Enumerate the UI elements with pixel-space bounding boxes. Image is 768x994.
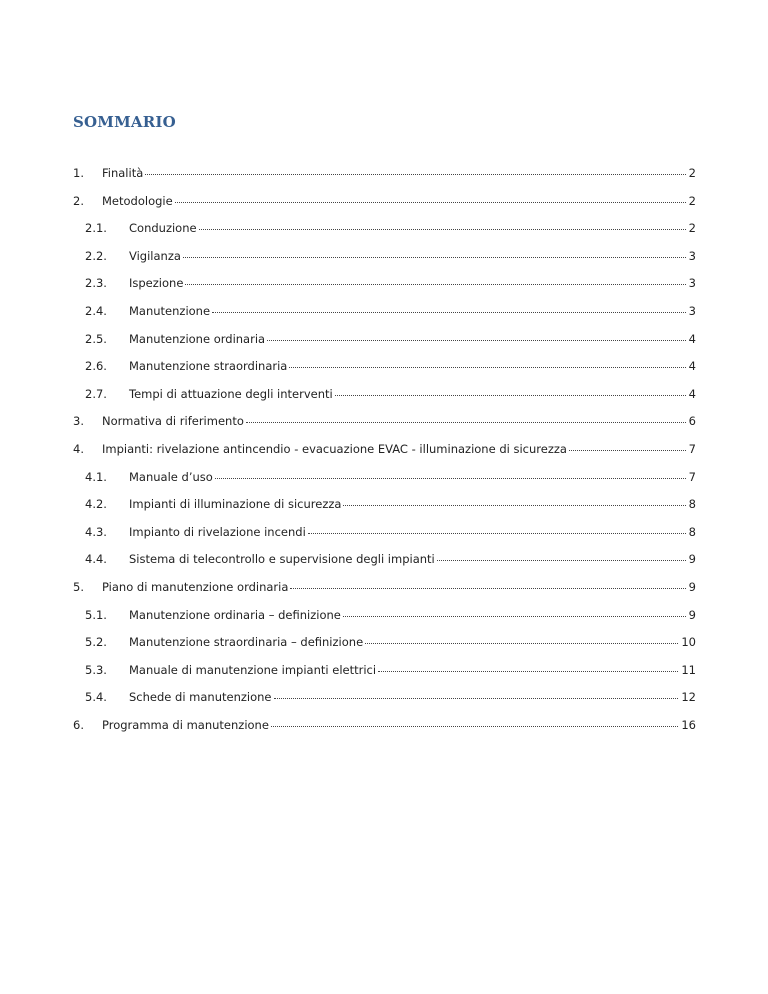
toc-entry[interactable] <box>85 330 696 346</box>
toc-entry[interactable] <box>85 302 696 318</box>
toc-entry-page-number: 3 <box>688 276 696 290</box>
toc-entry-title: Normativa di riferimento <box>102 414 244 428</box>
toc-entry-title: Manuale d’uso <box>129 470 213 484</box>
toc-entry[interactable] <box>85 523 696 539</box>
toc-dot-leader <box>308 521 686 534</box>
toc-entry-number: 6. <box>73 718 84 732</box>
toc-dot-leader <box>569 438 686 451</box>
toc-dot-leader <box>290 576 685 589</box>
toc-entry-number: 5.4. <box>85 690 107 704</box>
toc-entry-page-number: 2 <box>688 221 696 235</box>
toc-entry[interactable] <box>73 164 696 180</box>
toc-dot-leader <box>267 328 686 341</box>
toc-entry[interactable] <box>85 357 696 373</box>
toc-dot-leader <box>145 162 685 175</box>
toc-entry-title: Finalità <box>102 166 144 180</box>
toc-entry-title: Manuale di manutenzione impianti elettrici <box>129 663 377 677</box>
toc-entry-number: 5.3. <box>85 663 107 677</box>
toc-entry-page-number: 9 <box>688 552 696 566</box>
toc-entry-page-number: 16 <box>681 718 696 732</box>
toc-dot-leader <box>289 355 685 368</box>
toc-entry-title: Vigilanza <box>129 249 181 263</box>
toc-entry-page-number: 8 <box>688 525 696 539</box>
toc-entry-number: 2.5. <box>85 332 107 346</box>
toc-entry-title: Manutenzione straordinaria – definizione <box>129 635 364 649</box>
toc-entry-number: 1. <box>73 166 84 180</box>
toc-entry[interactable] <box>85 550 696 566</box>
toc-entry-title: Ispezione <box>129 276 184 290</box>
toc-entry-number: 3. <box>73 414 84 428</box>
toc-entry[interactable] <box>85 606 696 622</box>
toc-entry-title: Programma di manutenzione <box>102 718 269 732</box>
toc-entry[interactable] <box>85 688 696 704</box>
toc-entry-page-number: 2 <box>688 166 696 180</box>
toc-entry-page-number: 2 <box>688 194 696 208</box>
toc-entry[interactable] <box>73 412 696 428</box>
toc-entry[interactable] <box>85 247 696 263</box>
toc-entry-page-number: 3 <box>688 249 696 263</box>
toc-entry-title: Manutenzione straordinaria <box>129 359 288 373</box>
toc-entry[interactable] <box>85 495 696 511</box>
toc-entry-title: Impianti di illuminazione di sicurezza <box>129 497 342 511</box>
toc-entry-number: 2.3. <box>85 276 107 290</box>
toc-entry-number: 2.7. <box>85 387 107 401</box>
toc-dot-leader <box>271 714 678 727</box>
toc-entry-number: 2.6. <box>85 359 107 373</box>
toc-entry[interactable] <box>85 385 696 401</box>
toc-dot-leader <box>365 631 678 644</box>
toc-dot-leader <box>246 410 686 423</box>
toc-dot-leader <box>437 548 686 561</box>
toc-entry-title: Impianto di rivelazione incendi <box>129 525 306 539</box>
toc-entry-page-number: 7 <box>688 442 696 456</box>
toc-entry[interactable] <box>73 440 696 456</box>
toc-entry-number: 4.2. <box>85 497 107 511</box>
toc-entry-page-number: 6 <box>688 414 696 428</box>
toc-dot-leader <box>215 466 686 479</box>
toc-entry-number: 5.1. <box>85 608 107 622</box>
toc-entry-number: 4.4. <box>85 552 107 566</box>
toc-entry[interactable] <box>85 468 696 484</box>
toc-entry-number: 4. <box>73 442 84 456</box>
toc-entry-number: 2. <box>73 194 84 208</box>
toc-entry-title: Impianti: rivelazione antincendio - evacuazione EVAC - illuminazione di sicurezza <box>102 442 567 456</box>
toc-entry-page-number: 3 <box>688 304 696 318</box>
toc-entry-number: 2.2. <box>85 249 107 263</box>
toc-entry-page-number: 11 <box>681 663 696 677</box>
toc-entry-number: 5. <box>73 580 84 594</box>
toc-dot-leader <box>378 659 678 672</box>
toc-dot-leader <box>274 686 679 699</box>
toc-entry[interactable] <box>73 716 696 732</box>
toc-entry-title: Manutenzione ordinaria – definizione <box>129 608 341 622</box>
toc-entry-page-number: 12 <box>681 690 696 704</box>
toc-entry[interactable] <box>73 192 696 208</box>
toc-entry-title: Schede di manutenzione <box>129 690 272 704</box>
toc-dot-leader <box>175 190 686 203</box>
toc-dot-leader <box>183 245 686 258</box>
toc-entry-page-number: 9 <box>688 608 696 622</box>
toc-entry-number: 5.2. <box>85 635 107 649</box>
toc-entry-page-number: 10 <box>681 635 696 649</box>
toc-entry[interactable] <box>73 578 696 594</box>
toc-entry[interactable] <box>85 661 696 677</box>
toc-entry-page-number: 9 <box>688 580 696 594</box>
toc-entry-title: Conduzione <box>129 221 197 235</box>
toc-dot-leader <box>335 383 686 396</box>
toc-entry-title: Metodologie <box>102 194 173 208</box>
toc-entry[interactable] <box>85 219 696 235</box>
toc-entry-number: 2.1. <box>85 221 107 235</box>
toc-entry-number: 2.4. <box>85 304 107 318</box>
toc-dot-leader <box>185 272 685 285</box>
toc-entry-number: 4.1. <box>85 470 107 484</box>
toc-entry[interactable] <box>85 274 696 290</box>
toc-entry-title: Sistema di telecontrollo e supervisione degli impianti <box>129 552 435 566</box>
toc-dot-leader <box>199 217 686 230</box>
toc-entry-title: Piano di manutenzione ordinaria <box>102 580 289 594</box>
toc-dot-leader <box>212 300 686 313</box>
toc-entry-page-number: 4 <box>688 359 696 373</box>
toc-dot-leader <box>343 493 685 506</box>
toc-entry-page-number: 8 <box>688 497 696 511</box>
toc-entry-title: Manutenzione <box>129 304 211 318</box>
toc-entry-page-number: 7 <box>688 470 696 484</box>
toc-title: SOMMARIO <box>73 113 176 131</box>
toc-entry-title: Tempi di attuazione degli interventi <box>129 387 333 401</box>
toc-entry-title: Manutenzione ordinaria <box>129 332 266 346</box>
toc-entry-number: 4.3. <box>85 525 107 539</box>
toc-entry[interactable] <box>85 633 696 649</box>
toc-dot-leader <box>343 604 686 617</box>
toc-entry-page-number: 4 <box>688 332 696 346</box>
toc-entry-page-number: 4 <box>688 387 696 401</box>
